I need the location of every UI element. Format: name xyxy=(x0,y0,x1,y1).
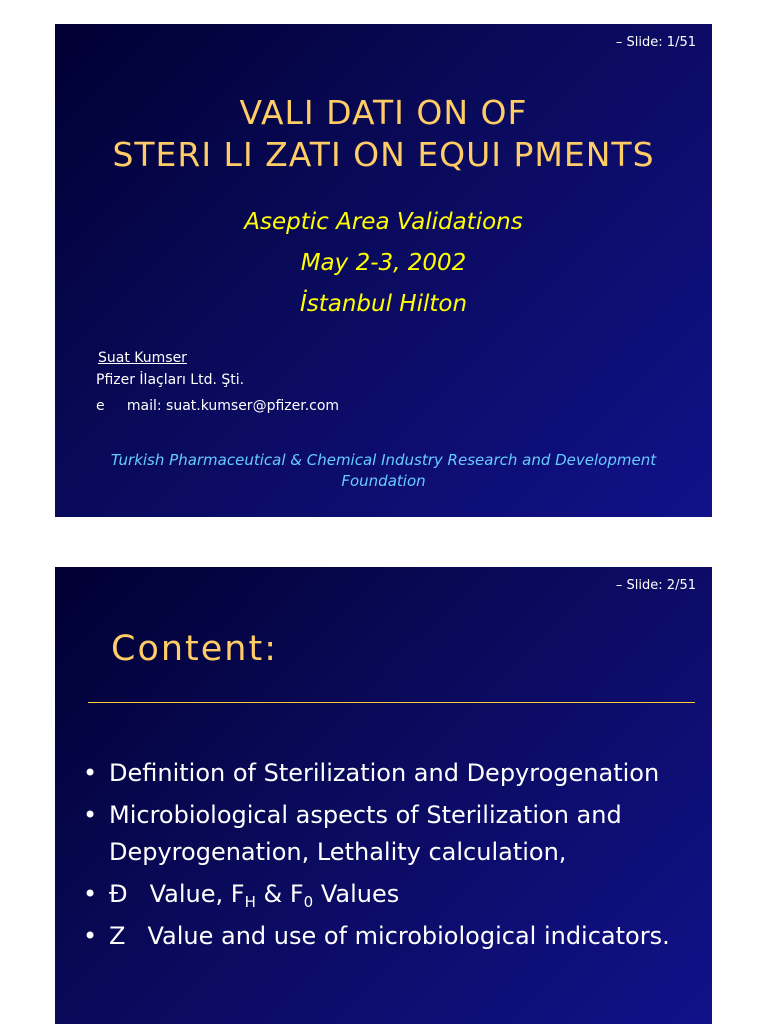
list-item-text: & F xyxy=(255,880,304,908)
bullet-icon: • xyxy=(83,922,98,950)
title-line-1: VALI DATI ON OF xyxy=(239,93,528,132)
bullet-icon: • xyxy=(83,759,98,787)
subtitle-venue: İstanbul Hilton xyxy=(299,291,468,317)
slide-subtitle xyxy=(55,202,712,325)
slide-title xyxy=(55,92,712,176)
slide-title: Content: xyxy=(111,629,278,669)
list-item-text: Definition of Sterilization and Depyrogenation xyxy=(109,759,660,787)
slide-number: – Slide: 1/51 xyxy=(615,35,696,50)
content-list xyxy=(83,755,703,960)
bullet-icon: • xyxy=(83,880,98,908)
subscript-h: H xyxy=(244,893,256,911)
subtitle-event: Aseptic Area Validations xyxy=(244,209,523,235)
title-divider xyxy=(88,702,695,703)
title-line-2: STERI LI ZATI ON EQUI PMENTS xyxy=(112,135,655,174)
z-symbol: Z xyxy=(109,922,126,950)
list-item-text: Values xyxy=(313,880,400,908)
slide-number: – Slide: 2/51 xyxy=(615,578,696,593)
subtitle-date: May 2-3, 2002 xyxy=(300,250,467,276)
list-item xyxy=(83,918,703,955)
subscript-0: 0 xyxy=(303,893,314,911)
author-name: Suat Kumser xyxy=(98,350,187,366)
list-item-text: Microbiological aspects of Sterilization and Depyrogenation, Lethality calculation, xyxy=(109,801,622,866)
author-email: e mail: suat.kumser@pfizer.com xyxy=(96,398,340,414)
author-company: Pfizer İlaçları Ltd. Şti. xyxy=(96,372,245,388)
bullet-icon: • xyxy=(83,801,98,829)
list-item-text: Value and use of microbiological indicators. xyxy=(147,922,670,950)
list-item xyxy=(83,876,703,913)
d-symbol: Đ xyxy=(109,880,128,908)
foundation-name: Turkish Pharmaceutical & Chemical Industry Research and Development Foundation xyxy=(110,451,657,490)
list-item xyxy=(83,797,703,871)
list-item-text: Value, F xyxy=(149,880,245,908)
list-item xyxy=(83,755,703,792)
slide-2 xyxy=(55,567,712,1024)
slide-1 xyxy=(55,24,712,517)
